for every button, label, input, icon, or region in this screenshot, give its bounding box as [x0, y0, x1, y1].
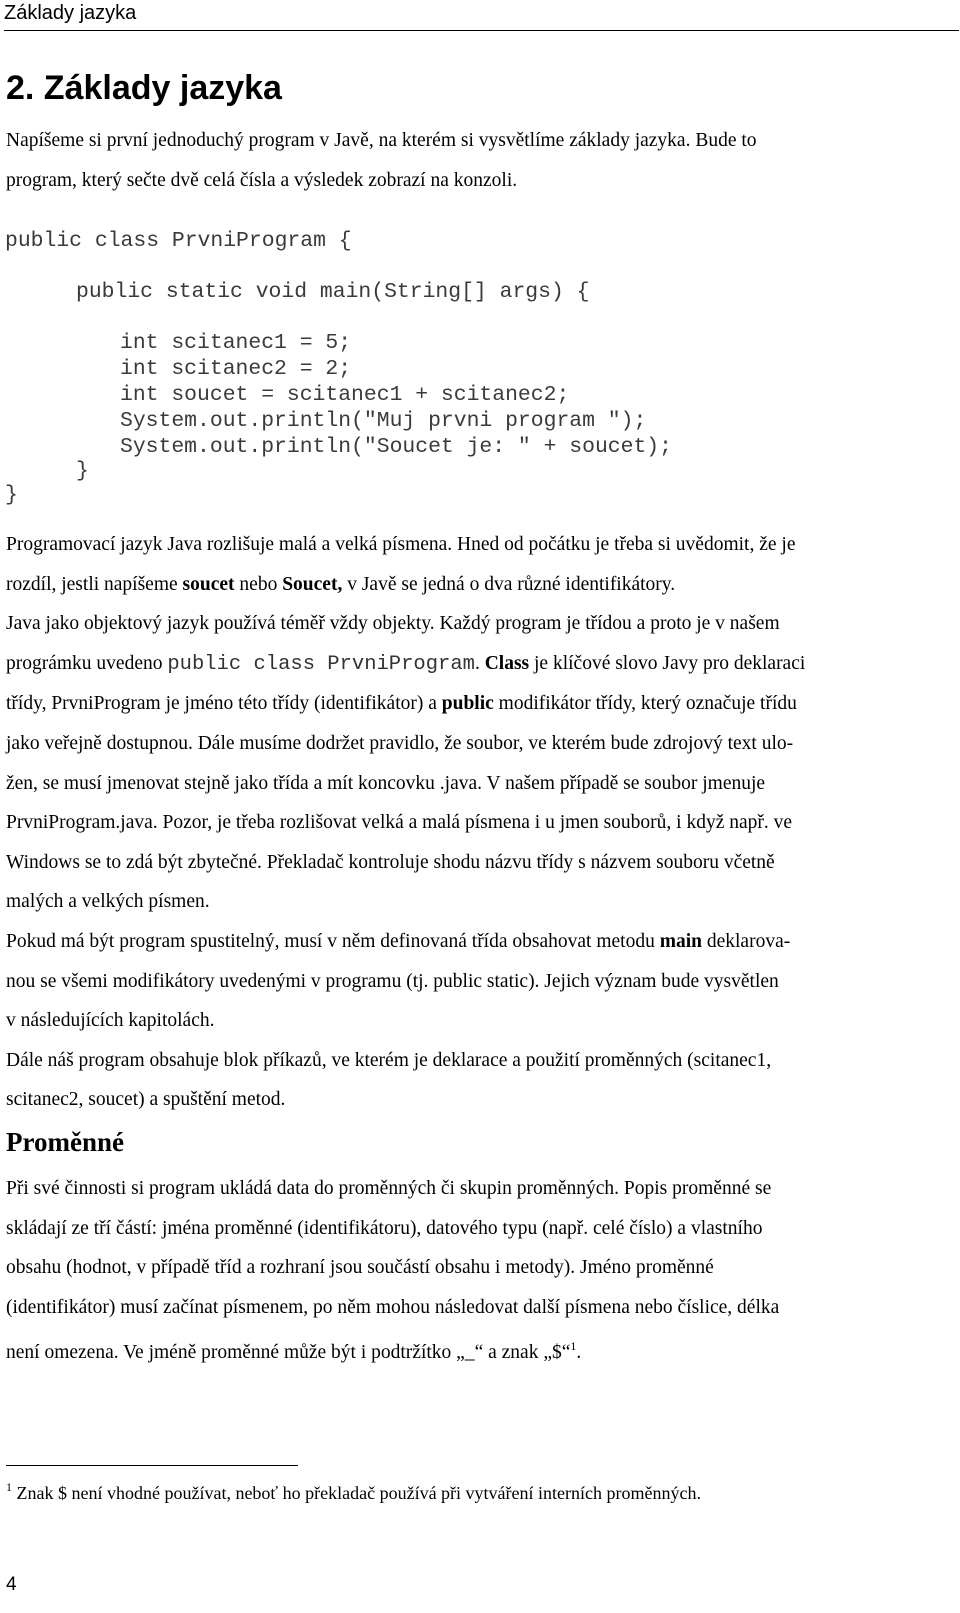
- explanation-line: PrvniProgram.java. Pozor, je třeba rozlišovat velká a malá písmena i u jmen souborů, i když např. ve: [6, 812, 793, 834]
- chapter-title: 2. Základy jazyka: [6, 69, 282, 107]
- explanation-line: Pokud má být program spustitelný, musí v něm definovaná třída obsahovat metodu main deklarova-: [6, 930, 791, 952]
- code-line-2: int scitanec2 = 2;: [120, 357, 352, 381]
- code-main-close: }: [76, 459, 89, 483]
- section-title: Proměnné: [6, 1127, 124, 1157]
- explanation-line: nou se všemi modifikátory uvedenými v programu (tj. public static). Jejich význam bude vysvětlen: [6, 970, 779, 992]
- variables-line: (identifikátor) musí začínat písmenem, po něm mohou následovat další písmena nebo číslice, délka: [6, 1296, 780, 1318]
- variables-line: skládají ze tří částí: jména proměnné (identifikátoru), datového typu (např. celé číslo) a vlastního: [6, 1217, 763, 1239]
- variables-line: obsahu (hodnot, v případě tříd a rozhraní jsou součástí obsahu i metody). Jméno proměnné: [6, 1257, 714, 1279]
- code-line-1: int scitanec1 = 5;: [120, 331, 352, 355]
- explanation-paragraph: [6, 525, 936, 1120]
- footnote-text: Znak $ není vhodné používat, neboť ho překladač používá při vytváření interních proměnných.: [12, 1483, 701, 1503]
- footnote: [6, 1473, 701, 1507]
- footnote-separator: [6, 1465, 298, 1466]
- explanation-line: Windows se to zdá být zbytečné. Překladač kontroluje shodu názvu třídy s názvem souboru včetně: [6, 851, 775, 873]
- explanation-line: Programovací jazyk Java rozlišuje malá a velká písmena. Hned od počátku je třeba si uvědomit, že je: [6, 534, 796, 555]
- variables-line: není omezena. Ve jméně proměnné může být i podtržítko „_“ a znak „$“$^1$.: [6, 1339, 582, 1364]
- explanation-line: v následujících kapitolách.: [6, 1010, 215, 1032]
- variables-paragraph: [6, 1169, 936, 1373]
- explanation-line: Java jako objektový jazyk používá téměř vždy objekty. Každý program je třídou a proto je v našem: [6, 613, 780, 635]
- explanation-line: třídy, PrvniProgram je jméno této třídy (identifikátor) a public modifikátor třídy, který označuje třídu: [6, 693, 797, 715]
- page-number: 4: [6, 1574, 17, 1595]
- variables-line: Při své činnosti si program ukládá data do proměnných či skupin proměnných. Popis proměnné se: [6, 1178, 772, 1199]
- explanation-line: scitanec2, soucet) a spuštění metod.: [6, 1089, 286, 1111]
- explanation-line: jako veřejně dostupnou. Dále musíme dodržet pravidlo, že soubor, ve kterém bude zdrojový text ulo-: [6, 732, 794, 754]
- running-header: Základy jazyka: [4, 0, 959, 31]
- footnote-reference: 1: [570, 1339, 577, 1354]
- code-class-declaration: public class PrvniProgram {: [5, 229, 352, 253]
- explanation-line: prográmku uvedeno public class PrvniProgram. Class je klíčové slovo Javy pro deklaraci: [6, 652, 806, 676]
- explanation-line: malých a velkých písmen.: [6, 891, 210, 913]
- code-line-5: System.out.println("Soucet je: " + soucet);: [120, 435, 672, 459]
- explanation-line: rozdíl, jestli napíšeme soucet nebo Soucet, v Javě se jedná o dva různé identifikátory.: [6, 573, 676, 595]
- explanation-line: žen, se musí jmenovat stejně jako třída a mít koncovku .java. V našem případě se soubor jmenuje: [6, 772, 766, 794]
- explanation-line: Dále náš program obsahuje blok příkazů, ve kterém je deklarace a použití proměnných (scitanec1,: [6, 1049, 772, 1071]
- code-class-close: }: [5, 483, 18, 507]
- footnote-marker: 1: [6, 1480, 12, 1494]
- code-main-declaration: public static void main(String[] args) {: [76, 280, 590, 304]
- intro-line-1: Napíšeme si první jednoduchý program v Javě, na kterém si vysvětlíme základy jazyka. Bude to: [6, 130, 757, 151]
- intro-paragraph: [6, 121, 936, 200]
- inline-code: public class PrvniProgram: [167, 652, 475, 676]
- code-line-4: System.out.println("Muj prvni program ");: [120, 409, 647, 433]
- code-line-3: int soucet = scitanec1 + scitanec2;: [120, 383, 570, 407]
- intro-line-2: program, který sečte dvě celá čísla a výsledek zobrazí na konzoli.: [6, 169, 518, 191]
